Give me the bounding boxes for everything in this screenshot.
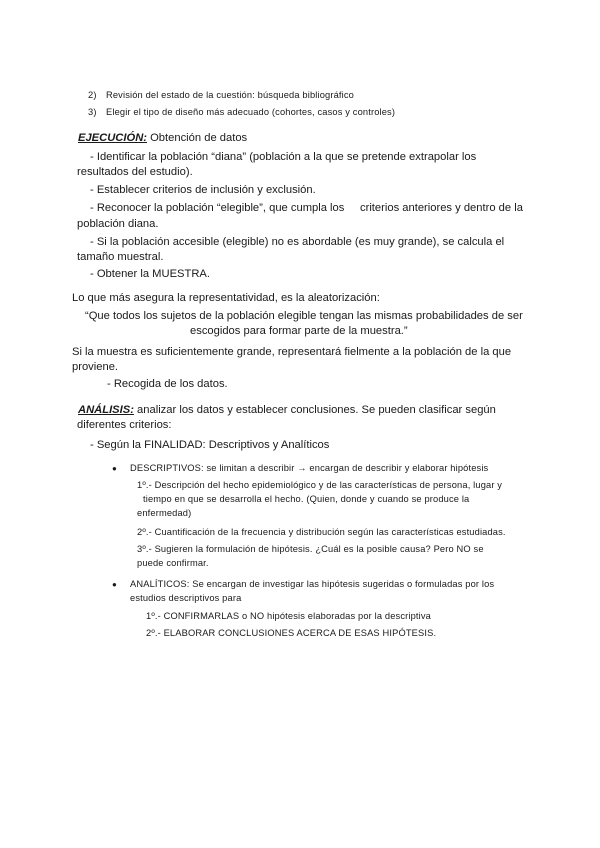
recogida-datos: - Recogida de los datos.: [107, 378, 228, 390]
analisis-heading-line: [78, 405, 496, 416]
descriptivos-1-line-1: 1º.- Descripción del hecho epidemiológico y de las características de persona, lugar y: [137, 480, 503, 490]
descriptivos-text: DESCRIPTIVOS: se limitan a describir → encargan de describir y elaborar hipótesis: [130, 463, 489, 473]
descriptivos-1-line-2: tiempo en que se desarrolla el hecho. (Quien, donde y cuando se produce la: [143, 494, 470, 504]
analisis-subtitle: analizar los datos y establecer conclusiones. Se pueden clasificar según: [133, 404, 496, 416]
descriptivos-1-line-3: enfermedad): [137, 508, 192, 518]
list-number: 3): [88, 107, 97, 117]
analiticos-line-2: estudios descriptivos para: [130, 593, 242, 603]
representatividad-intro: Lo que más asegura la representatividad, es la aleatorización:: [72, 292, 380, 304]
descriptivos-2: 2º.- Cuantificación de la frecuencia y distribución según las características estudiadas.: [137, 527, 506, 537]
descriptivos-3-line-2: puede confirmar.: [137, 558, 209, 568]
ejecucion-bullet-5: - Obtener la MUESTRA.: [90, 268, 210, 280]
list-text: Elegir el tipo de diseño más adecuado (cohortes, casos y controles): [106, 107, 396, 117]
list-item-2: [88, 91, 354, 100]
ejecucion-bullet-3-line-1a: - Reconocer la población “elegible”, que cumpla los: [90, 202, 345, 214]
muestra-paragraph-line-2: proviene.: [72, 361, 119, 373]
ejecucion-bullet-3-line-1b: criterios anteriores y dentro de la: [360, 202, 523, 214]
muestra-paragraph-line-1: Si la muestra es suficientemente grande, representará fielmente a la población de la que: [72, 346, 512, 358]
analiticos-2: 2º.- ELABORAR CONCLUSIONES ACERCA DE ESAS HIPÓTESIS.: [146, 628, 437, 638]
quote-line-2: escogidos para formar parte de la muestra.”: [190, 325, 408, 337]
ejecucion-heading-line: [78, 133, 247, 144]
ejecucion-bullet-1-line-2: resultados del estudio).: [77, 166, 193, 178]
ejecucion-bullet-3-line-2: población diana.: [77, 218, 159, 230]
ejecucion-bullet-2: - Establecer criterios de inclusión y exclusión.: [90, 184, 316, 196]
ejecucion-bullet-4-line-1: - Si la población accesible (elegible) no es abordable (es muy grande), se calcula el: [90, 236, 505, 248]
finalidad-line: - Según la FINALIDAD: Descriptivos y Analíticos: [90, 439, 330, 451]
descriptivos-3-line-1: 3º.- Sugieren la formulación de hipótesis. ¿Cuál es la posible causa? Pero NO se: [137, 544, 484, 554]
ejecucion-bullet-4-line-2: tamaño muestral.: [77, 251, 164, 263]
ejecucion-subtitle: Obtención de datos: [147, 132, 248, 144]
analiticos-text: ANALÍTICOS: Se encargan de investigar las hipótesis sugeridas o formuladas por los: [130, 579, 495, 589]
list-text: Revisión del estado de la cuestión: búsqueda bibliográfico: [106, 90, 354, 100]
analiticos-1: 1º.- CONFIRMARLAS o NO hipótesis elaboradas por la descriptiva: [146, 611, 431, 621]
list-item-3: [88, 108, 395, 117]
descriptivos-item: [112, 464, 488, 473]
list-number: 2): [88, 90, 97, 100]
ejecucion-bullet-1-line-1: - Identificar la población “diana” (población a la que se pretende extrapolar los: [90, 151, 477, 163]
quote-line-1: “Que todos los sujetos de la población elegible tengan las mismas probabilidades de ser: [85, 310, 523, 322]
analisis-heading-line-2: diferentes criterios:: [77, 419, 172, 431]
bullet-icon: ●: [112, 580, 117, 589]
ejecucion-heading: EJECUCIÓN:: [78, 132, 147, 144]
analiticos-item: [112, 580, 494, 589]
bullet-icon: ●: [112, 464, 117, 473]
analisis-heading: ANÁLISIS:: [78, 404, 134, 416]
